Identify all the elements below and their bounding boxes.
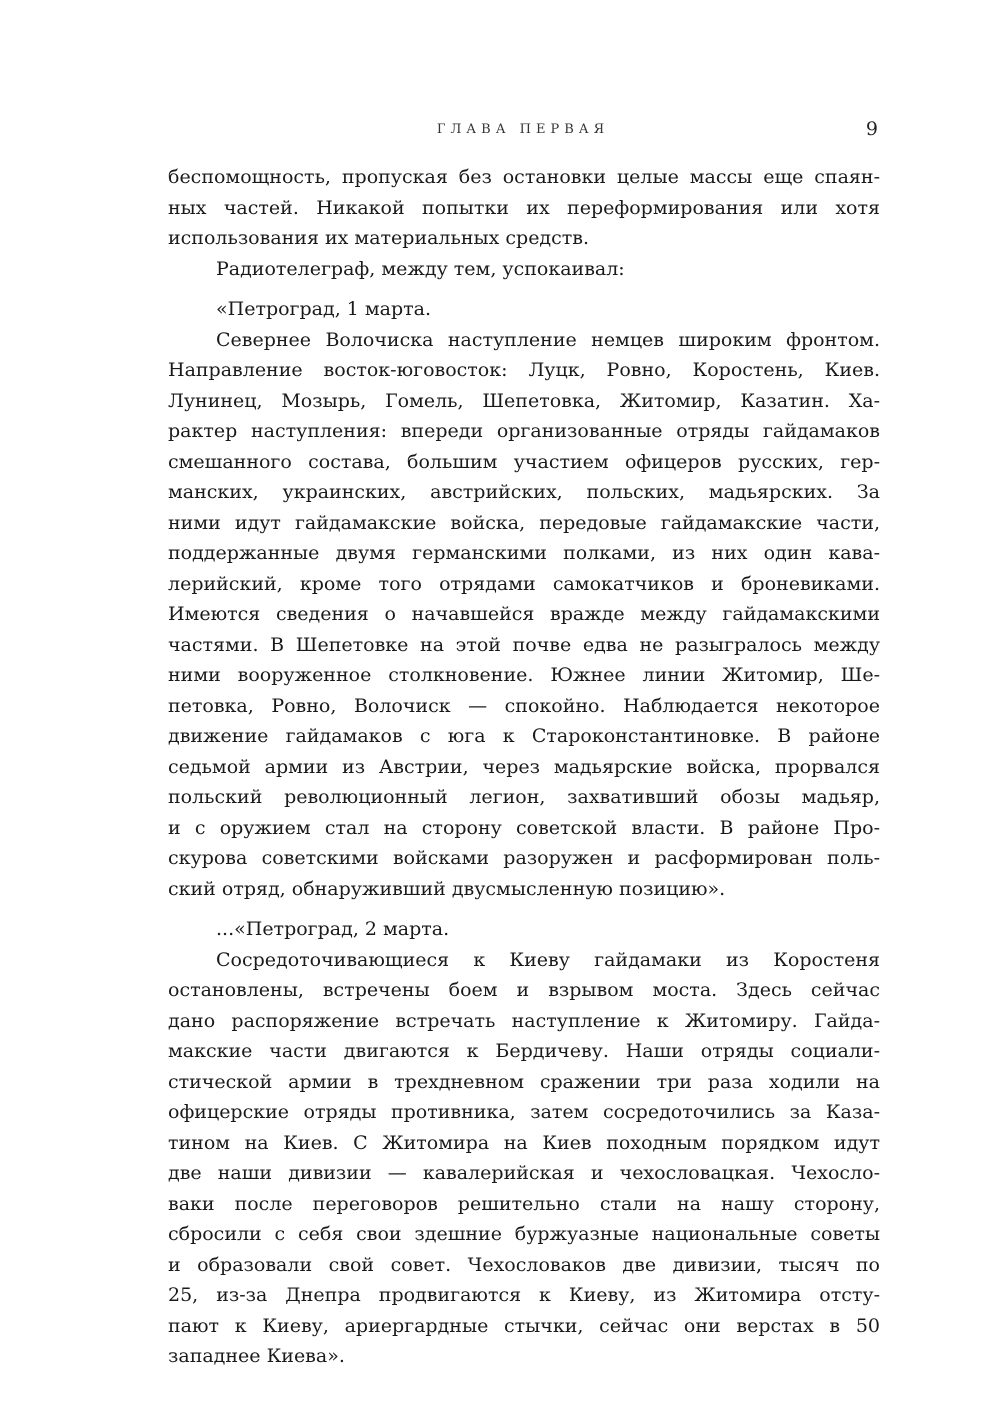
- text-line: ними вооруженное столкновение. Южнее линии Житомир, Ше-: [168, 664, 880, 686]
- text-line: и образовали свой совет. Чехословаков две дивизии, тысяч по: [168, 1253, 880, 1276]
- text-line: Радиотелеграф, между тем, успокаивал:: [216, 257, 625, 280]
- text-line: тином на Киев. С Житомира на Киев походным порядком идут: [168, 1131, 880, 1154]
- text-line: «Петроград, 1 марта.: [216, 298, 432, 320]
- text-line: беспомощность, пропуская без остановки целые массы еще спаян-: [168, 166, 880, 188]
- text-line: остановлены, встречены боем и взрывом моста. Здесь сейчас: [168, 979, 880, 1001]
- page-number: 9: [865, 118, 878, 140]
- text-line: Севернее Волочиска наступление немцев широким фронтом.: [216, 328, 880, 351]
- text-line: ский отряд, обнаруживший двусмысленную позицию».: [168, 877, 726, 900]
- text-line: седьмой армии из Австрии, через мадьярские войска, прорвался: [168, 755, 880, 778]
- text-line: ваки после переговоров решительно стали на нашу сторону,: [168, 1192, 880, 1215]
- text-line: ных частей. Никакой попытки их переформирования или хотя: [168, 196, 880, 219]
- text-line: петовка, Ровно, Волочиск — спокойно. Наблюдается некоторое: [168, 694, 880, 717]
- text-line: лерийский, кроме того отрядами самокатчиков и броневиками.: [168, 572, 880, 595]
- running-head: [168, 118, 878, 144]
- text-line: поддержанные двумя германскими полками, из них один кава-: [168, 542, 880, 564]
- text-line: пают к Киеву, ариергардные стычки, сейчас они верстах в 50: [168, 1314, 880, 1337]
- text-line: Направление восток-юговосток: Луцк, Ровно, Коростень, Киев.: [168, 359, 880, 381]
- text-line: рактер наступления: впереди организованные отряды гайдамаков: [168, 420, 880, 442]
- text-line: смешанного состава, большим участием офицеров русских, гер-: [168, 450, 880, 473]
- text-line: стической армии в трехдневном сражении три раза ходили на: [168, 1070, 880, 1093]
- text-line: две наши дивизии — кавалерийская и чехословацкая. Чехосло-: [168, 1162, 880, 1184]
- text-line: Лунинец, Мозырь, Гомель, Шепетовка, Житомир, Казатин. Ха-: [168, 389, 880, 412]
- text-line: ними идут гайдамакские войска, передовые гайдамакские части,: [168, 511, 880, 534]
- text-line: западнее Киева».: [168, 1345, 345, 1367]
- text-line: скурова советскими войсками разоружен и расформирован поль-: [168, 847, 880, 869]
- text-line: использования их материальных средств.: [168, 227, 590, 249]
- body-text: [168, 162, 880, 1372]
- text-line: макские части двигаются к Бердичеву. Наши отряды социали-: [168, 1040, 880, 1062]
- text-line: дано распоряжение встречать наступление к Житомиру. Гайда-: [168, 1009, 880, 1032]
- text-line: движение гайдамаков с юга к Староконстантиновке. В районе: [168, 725, 880, 747]
- text-line: Сосредоточивающиеся к Киеву гайдамаки из Коростеня: [216, 948, 880, 971]
- text-line: офицерские отряды противника, затем сосредоточились за Каза-: [168, 1101, 880, 1123]
- text-line: польский революционный легион, захвативший обозы мадьяр,: [168, 786, 880, 808]
- text-line: сбросили с себя свои здешние буржуазные национальные советы: [168, 1223, 880, 1245]
- text-line: 25, из-за Днепра продвигаются к Киеву, из Житомира отсту-: [168, 1284, 880, 1306]
- text-line: манских, украинских, австрийских, польских, мадьярских. За: [168, 481, 880, 503]
- running-title: ГЛАВА ПЕРВАЯ: [436, 122, 610, 137]
- text-line: частями. В Шепетовке на этой почве едва не разыгралось между: [168, 633, 880, 656]
- text-line: и с оружием стал на сторону советской власти. В районе Про-: [168, 816, 880, 839]
- text-line: ...«Петроград, 2 марта.: [216, 918, 450, 940]
- text-line: Имеются сведения о начавшейся вражде между гайдамакскими: [168, 603, 880, 625]
